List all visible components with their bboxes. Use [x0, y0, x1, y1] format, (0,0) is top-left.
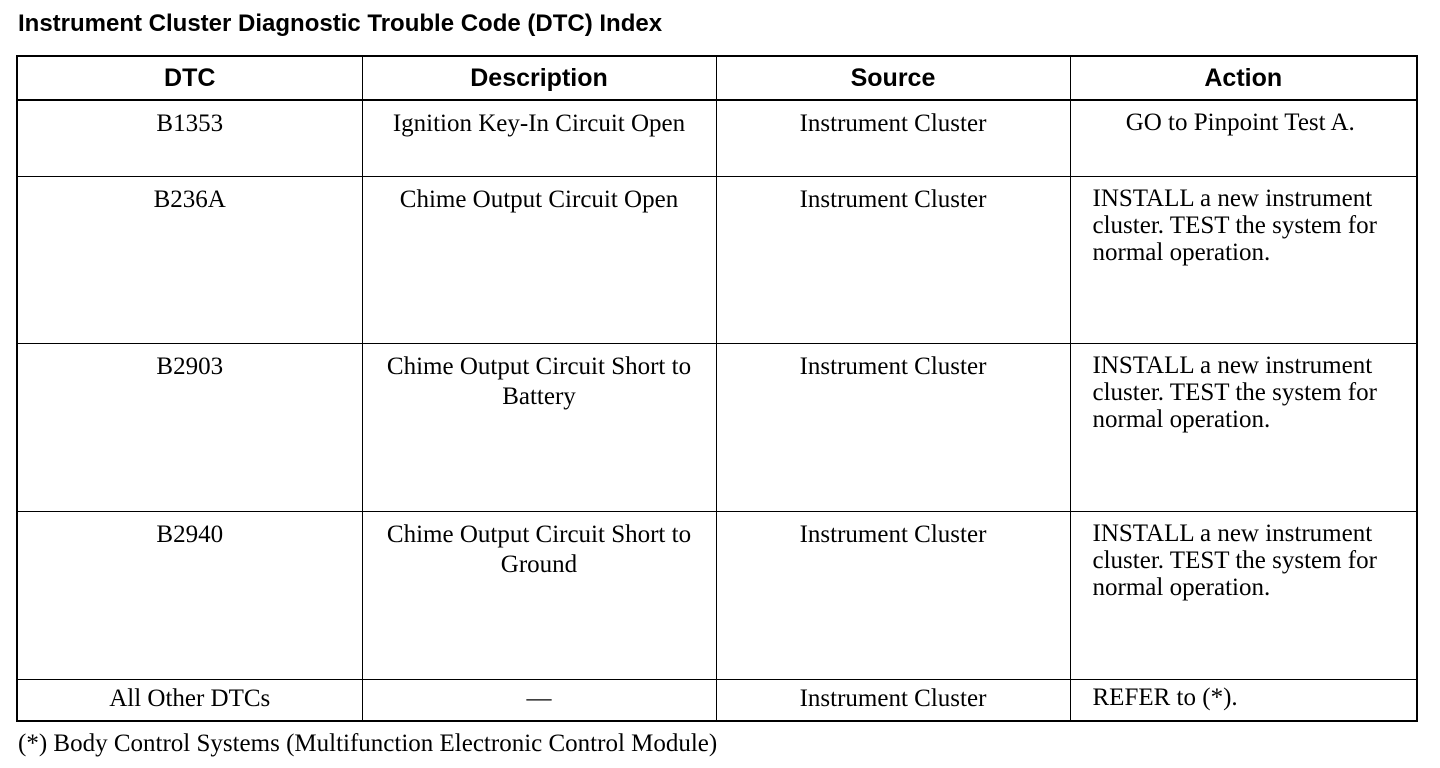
action-cell: INSTALL a new instrument cluster. TEST the system for normal operation. — [1070, 344, 1417, 512]
dtc-code-cell: B236A — [17, 177, 362, 344]
column-header-action: Action — [1070, 56, 1417, 100]
dtc-code-cell: All Other DTCs — [17, 680, 362, 722]
source-cell: Instrument Cluster — [716, 100, 1070, 177]
source-cell: Instrument Cluster — [716, 512, 1070, 680]
description-text: Chime Output Circuit Short to Battery — [386, 353, 692, 410]
column-header-source: Source — [716, 56, 1070, 100]
description-cell — [362, 512, 716, 680]
footnote: (*) Body Control Systems (Multifunction Electronic Control Module) — [18, 730, 718, 757]
table-header-row — [17, 56, 1417, 100]
description-cell: Chime Output Circuit Open — [362, 177, 716, 344]
table-row — [17, 100, 1417, 177]
dtc-code-cell: B1353 — [17, 100, 362, 177]
action-cell: INSTALL a new instrument cluster. TEST the system for normal operation. — [1070, 177, 1417, 344]
description-text: Chime Output Circuit Short to Ground — [386, 521, 692, 578]
source-cell: Instrument Cluster — [716, 177, 1070, 344]
description-cell — [362, 100, 716, 177]
dtc-index-table — [16, 55, 1418, 722]
description-text: Ignition Key-In Circuit Open — [392, 110, 686, 137]
table-row — [17, 177, 1417, 344]
table-row — [17, 680, 1417, 722]
dtc-code-cell: B2940 — [17, 512, 362, 680]
column-header-dtc: DTC — [17, 56, 362, 100]
action-cell: GO to Pinpoint Test A. — [1070, 100, 1417, 177]
table-row — [17, 344, 1417, 512]
column-header-description: Description — [362, 56, 716, 100]
description-cell — [362, 344, 716, 512]
action-cell: INSTALL a new instrument cluster. TEST the system for normal operation. — [1070, 512, 1417, 680]
source-cell: Instrument Cluster — [716, 680, 1070, 722]
page-title: Instrument Cluster Diagnostic Trouble Code (DTC) Index — [18, 10, 663, 37]
table-row — [17, 512, 1417, 680]
source-cell: Instrument Cluster — [716, 344, 1070, 512]
description-cell: — — [362, 680, 716, 722]
dtc-code-cell: B2903 — [17, 344, 362, 512]
action-cell: REFER to (*). — [1070, 680, 1417, 722]
